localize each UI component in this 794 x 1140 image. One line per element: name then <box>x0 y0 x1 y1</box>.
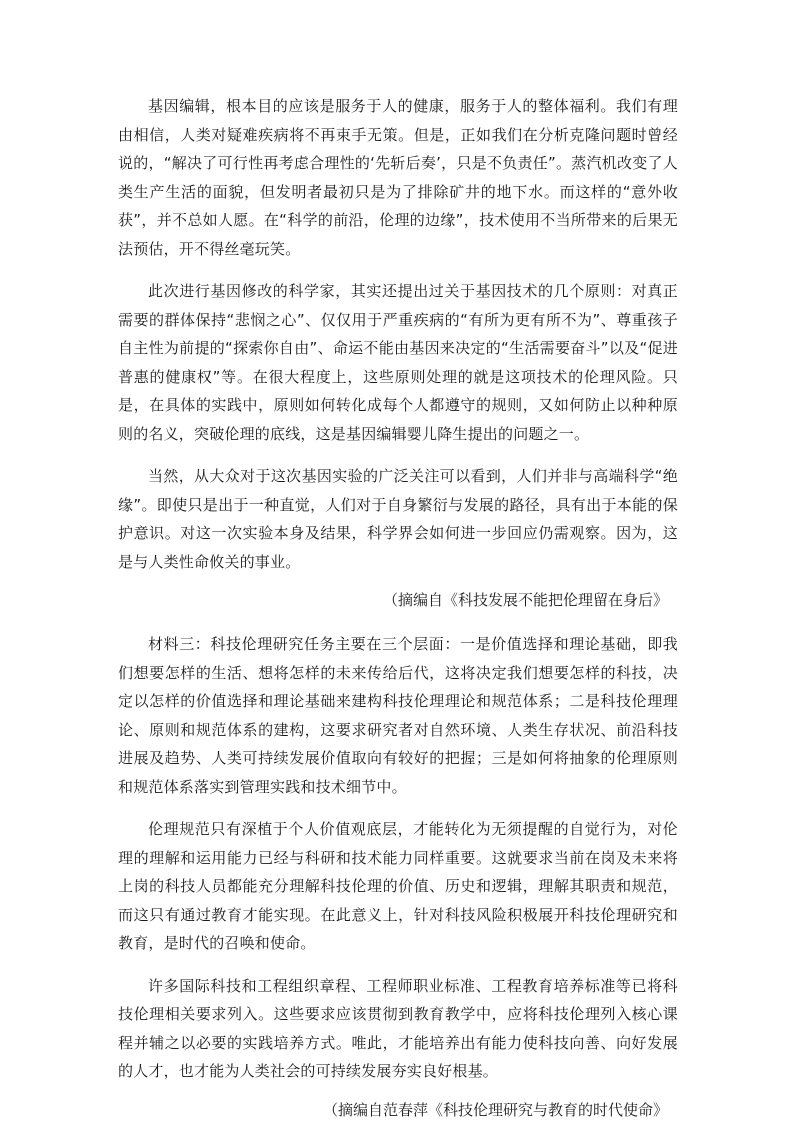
paragraph-gene-editing-purpose: 基因编辑，根本目的应该是服务于人的健康，服务于人的整体福利。我们有理由相信，人类对疑难疾病将不再束手无策。但是，正如我们在分析克隆问题时曾经说的，“解决了可行性再考虑合理性的‘先斩后奏’，只是不负责任”。蒸汽机改变了人类生产生活的面貌，但发明者最初只是为了排除矿井的地下水。而这样的“意外收获”，并不总如人愿。在“科学的前沿，伦理的边缘”，技术使用不当所带来的后果无法预估，开不得丝毫玩笑。 <box>118 97 678 258</box>
paragraph-gene-technology-principles: 此次进行基因修改的科学家，其实还提出过关于基因技术的几个原则：对真正需要的群体保持“悲悯之心”、仅仅用于严重疾病的“有所为更有所不为”、尊重孩子自主性为前提的“探索你自由”、命运不能由基因来决定的“生活需要奋斗”以及“促进普惠的健康权”等。在很大程度上，这些原则处理的就是这项技术的伦理风险。只是，在具体的实践中，原则如何转化成每个人都遵守的规则，又如何防止以种种原则的名义，突破伦理的底线，这是基因编辑婴儿降生提出的问题之一。 <box>118 282 678 443</box>
paragraph-material-three: 材料三：科技伦理研究任务主要在三个层面：一是价值选择和理论基础，即我们想要怎样的生活、想将怎样的未来传给后代，这将决定我们想要怎样的科技，决定以怎样的价值选择和理论基础来建构科技伦理理论和规范体系；二是科技伦理理论、原则和规范体系的建构，这要求研究者对自然环境、人类生存状况、前沿科技进展及趋势、人类可持续发展价值取向有较好的把握；三是如何将抽象的伦理原则和规范体系落实到管理实践和技术细节中。 <box>118 635 678 796</box>
document-page <box>118 92 678 1140</box>
paragraph-public-attention: 当然，从大众对于这次基因实验的广泛关注可以看到，人们并非与高端科学“绝缘”。即使只是出于一种直觉，人们对于自身繁衍与发展的路径，具有出于本能的保护意识。对这一次实验本身及结果，科学界会如何进一步回应仍需观察。因为，这是与人类性命攸关的事业。 <box>118 467 678 571</box>
paragraph-international-standards: 许多国际科技和工程组织章程、工程师职业标准、工程教育培养标准等已将科技伦理相关要求列入。这些要求应该贯彻到教育教学中，应将科技伦理列入核心课程并辅之以必要的实践培养方式。唯此，才能培养出有能力使科技向善、向好发展的人才，也才能为人类社会的可持续发展夯实良好根基。 <box>118 976 678 1080</box>
source-citation-2: （摘编自范春萍《科技伦理研究与教育的时代使命》 <box>322 1100 668 1119</box>
source-citation-1: （摘编自《科技发展不能把伦理留在身后》 <box>382 591 668 609</box>
paragraph-ethics-norms: 伦理规范只有深植于个人价值观底层，才能转化为无须提醒的自觉行为，对伦理的理解和运用能力已经与科研和技术能力同样重要。这就要求当前在岗及未来将上岗的科技人员都能充分理解科技伦理的价值、历史和逻辑，理解其职责和规范，而这只有通过教育才能实现。在此意义上，针对科技风险积极展开科技伦理研究和教育，是时代的召唤和使命。 <box>118 820 678 952</box>
